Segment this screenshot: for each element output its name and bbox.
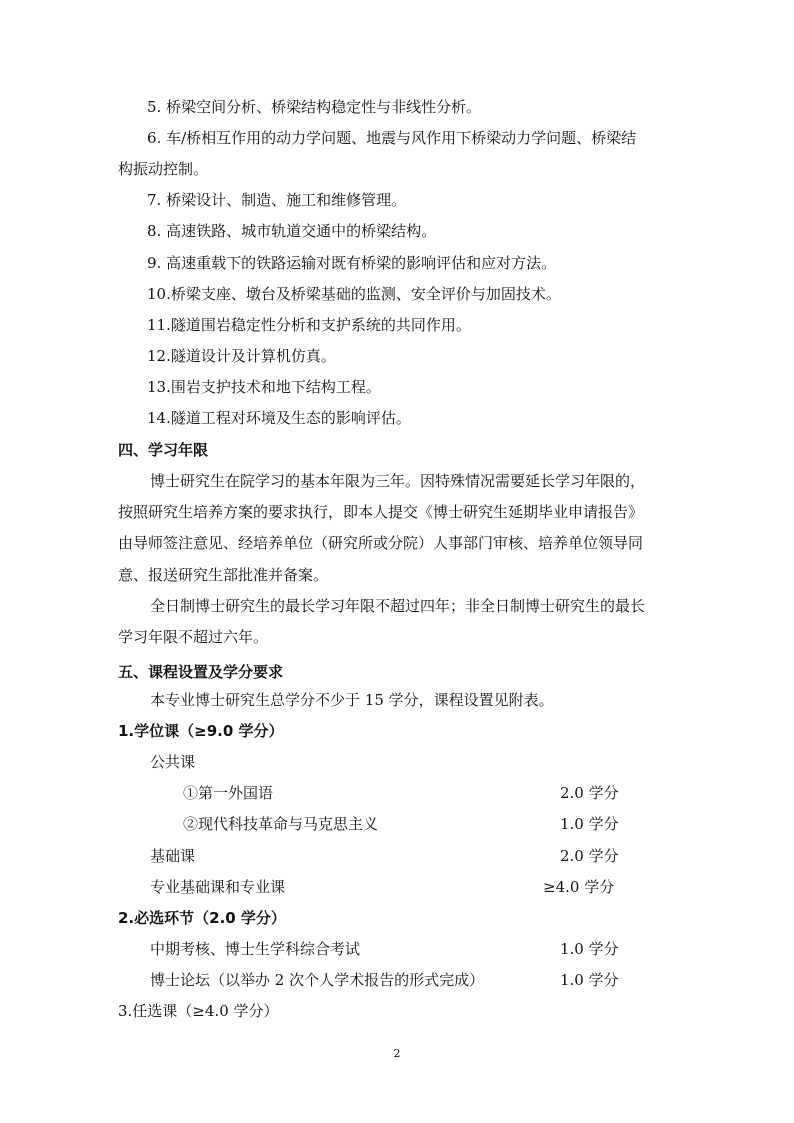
paragraph-line: 博士研究生在院学习的基本年限为三年。因特殊情况需要延长学习年限的，: [150, 472, 646, 490]
required-item-name: 中期考核、博士生学科综合考试: [150, 940, 361, 958]
research-item-11: 11.隧道围岩稳定性分析和支护系统的共同作用。: [147, 316, 471, 334]
required-section-heading: 2.必选环节（2.0 学分）: [118, 909, 286, 927]
course-credit: 1.0 学分: [560, 940, 619, 958]
research-item-6-cont: 构振动控制。: [118, 160, 209, 178]
required-item-name: 博士论坛（以举办 2 次个人学术报告的形式完成）: [150, 971, 485, 989]
course-intro: 本专业博士研究生总学分不少于 15 学分，课程设置见附表。: [150, 691, 554, 709]
course-name: ①第一外国语: [183, 784, 274, 802]
paragraph-line: 全日制博士研究生的最长学习年限不超过四年；非全日制博士研究生的最长: [150, 597, 646, 615]
basic-courses-label: 基础课: [150, 847, 196, 865]
major-courses-label: 专业基础课和专业课: [150, 878, 286, 896]
research-item-10: 10.桥梁支座、墩台及桥梁基础的监测、安全评价与加固技术。: [147, 285, 561, 303]
research-item-12: 12.隧道设计及计算机仿真。: [147, 347, 336, 365]
research-item-6: 6. 车/桥相互作用的动力学问题、地震与风作用下桥梁动力学问题、桥梁结: [147, 129, 637, 147]
degree-courses-heading: 1.学位课（≥9.0 学分）: [118, 722, 284, 740]
paragraph-line: 学习年限不超过六年。: [118, 628, 269, 646]
course-name: ②现代科技革命与马克思主义: [183, 815, 379, 833]
course-credit: 2.0 学分: [560, 784, 619, 802]
research-item-8: 8. 高速铁路、城市轨道交通中的桥梁结构。: [147, 222, 437, 240]
course-credit: 2.0 学分: [560, 847, 619, 865]
course-credit: 1.0 学分: [560, 971, 619, 989]
page-number: 2: [393, 1047, 401, 1060]
course-credit: ≥4.0 学分: [543, 878, 615, 896]
paragraph-line: 意、报送研究生部批准并备案。: [118, 566, 329, 584]
section-heading-study-duration: 四、学习年限: [118, 441, 209, 459]
public-courses-label: 公共课: [150, 753, 196, 771]
research-item-7: 7. 桥梁设计、制造、施工和维修管理。: [147, 191, 407, 209]
research-item-9: 9. 高速重载下的铁路运输对既有桥梁的影响评估和应对方法。: [147, 254, 557, 272]
elective-section-heading: 3.任选课（≥4.0 学分）: [118, 1002, 279, 1020]
research-item-14: 14.隧道工程对环境及生态的影响评估。: [147, 409, 411, 427]
research-item-13: 13.围岩支护技术和地下结构工程。: [147, 378, 381, 396]
research-item-5: 5. 桥梁空间分析、桥梁结构稳定性与非线性分析。: [147, 98, 482, 116]
paragraph-line: 按照研究生培养方案的要求执行，即本人提交《博士研究生延期毕业申请报告》: [118, 503, 644, 521]
course-credit: 1.0 学分: [560, 815, 619, 833]
section-heading-courses: 五、课程设置及学分要求: [118, 663, 284, 681]
paragraph-line: 由导师签注意见、经培养单位（研究所或分院）人事部门审核、培养单位领导同: [118, 534, 644, 552]
